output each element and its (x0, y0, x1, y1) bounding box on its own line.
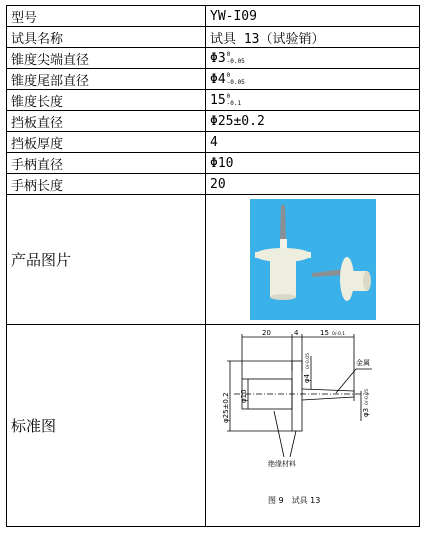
row-label: 挡板厚度 (7, 132, 206, 153)
tolerance-upper: 0 (226, 51, 231, 58)
product-photo (250, 199, 376, 320)
label-insulation: 绝缘材料 (267, 459, 296, 468)
row-label: 锥度长度 (7, 90, 206, 111)
dim-taper-tol: 0/-0.1 (331, 331, 345, 337)
value-text: Φ4 (210, 71, 226, 87)
upright-pin-plate-edge (255, 252, 311, 258)
row-label: 型号 (7, 6, 206, 27)
insulation-leader-a (274, 411, 284, 457)
row-label: 产品图片 (7, 195, 206, 325)
tolerance-lower: -0.1 (226, 100, 242, 107)
taper-outline (302, 389, 354, 400)
tolerance (227, 93, 241, 107)
row-value: 试具 13（试验销） (206, 27, 420, 48)
table-row (7, 90, 420, 111)
dim-tip-tol: 0/-0.05 (364, 388, 370, 405)
table-row (7, 153, 420, 174)
row-value (206, 69, 420, 90)
row-label: 试具名称 (7, 27, 206, 48)
table-row (7, 325, 420, 527)
insulation-leader-b (290, 431, 296, 457)
table-row (7, 174, 420, 195)
row-label: 挡板直径 (7, 111, 206, 132)
table-row (7, 69, 420, 90)
table-row (7, 6, 420, 27)
row-label: 手柄直径 (7, 153, 206, 174)
row-label: 锥度尖端直径 (7, 48, 206, 69)
lying-pin-handle-end (363, 271, 371, 291)
table-row (7, 195, 420, 325)
value-text: Φ3 (210, 50, 226, 66)
dim-tail-dia: φ4 (302, 373, 311, 383)
tolerance (227, 72, 245, 86)
row-label: 标准图 (7, 325, 206, 527)
row-value: 20 (206, 174, 420, 195)
plate-outline (292, 361, 302, 431)
dim-handle-length: 20 (261, 328, 271, 337)
standard-drawing (221, 328, 402, 521)
product-photo-cell (206, 195, 420, 325)
dim-plate-dia: φ25±0.2 (221, 391, 230, 423)
table-row (7, 48, 420, 69)
dim-taper-length: 15 (319, 328, 329, 337)
dim-tip-dia: φ3 (361, 407, 370, 417)
row-value: 4 (206, 132, 420, 153)
row-value: Φ10 (206, 153, 420, 174)
dim-plate-thickness: 4 (293, 328, 298, 337)
table-row (7, 27, 420, 48)
dim-handle-dia: φ10 (239, 388, 248, 403)
tolerance-lower: -0.05 (226, 58, 245, 65)
tolerance (227, 51, 245, 65)
upright-pin-tip (280, 205, 286, 241)
row-label: 手柄长度 (7, 174, 206, 195)
row-value (206, 48, 420, 69)
row-label: 锥度尾部直径 (7, 69, 206, 90)
spec-table (6, 5, 420, 527)
label-metal: 金属 (355, 358, 370, 367)
tolerance-upper: 0 (226, 72, 231, 79)
dim-tail-tol: 0/-0.05 (305, 352, 311, 369)
row-value: Φ25±0.2 (206, 111, 420, 132)
drawing-caption: 图 9 试具 13 (267, 495, 320, 505)
upright-pin-handle (270, 259, 296, 297)
row-value (206, 90, 420, 111)
upright-pin-handle-end (270, 294, 296, 300)
row-value: YW-I09 (206, 6, 420, 27)
table-row (7, 132, 420, 153)
tolerance-lower: -0.05 (226, 79, 245, 86)
value-text: 15 (210, 92, 226, 108)
tolerance-upper: 0 (226, 93, 231, 100)
standard-drawing-cell (206, 325, 420, 527)
table-row (7, 111, 420, 132)
